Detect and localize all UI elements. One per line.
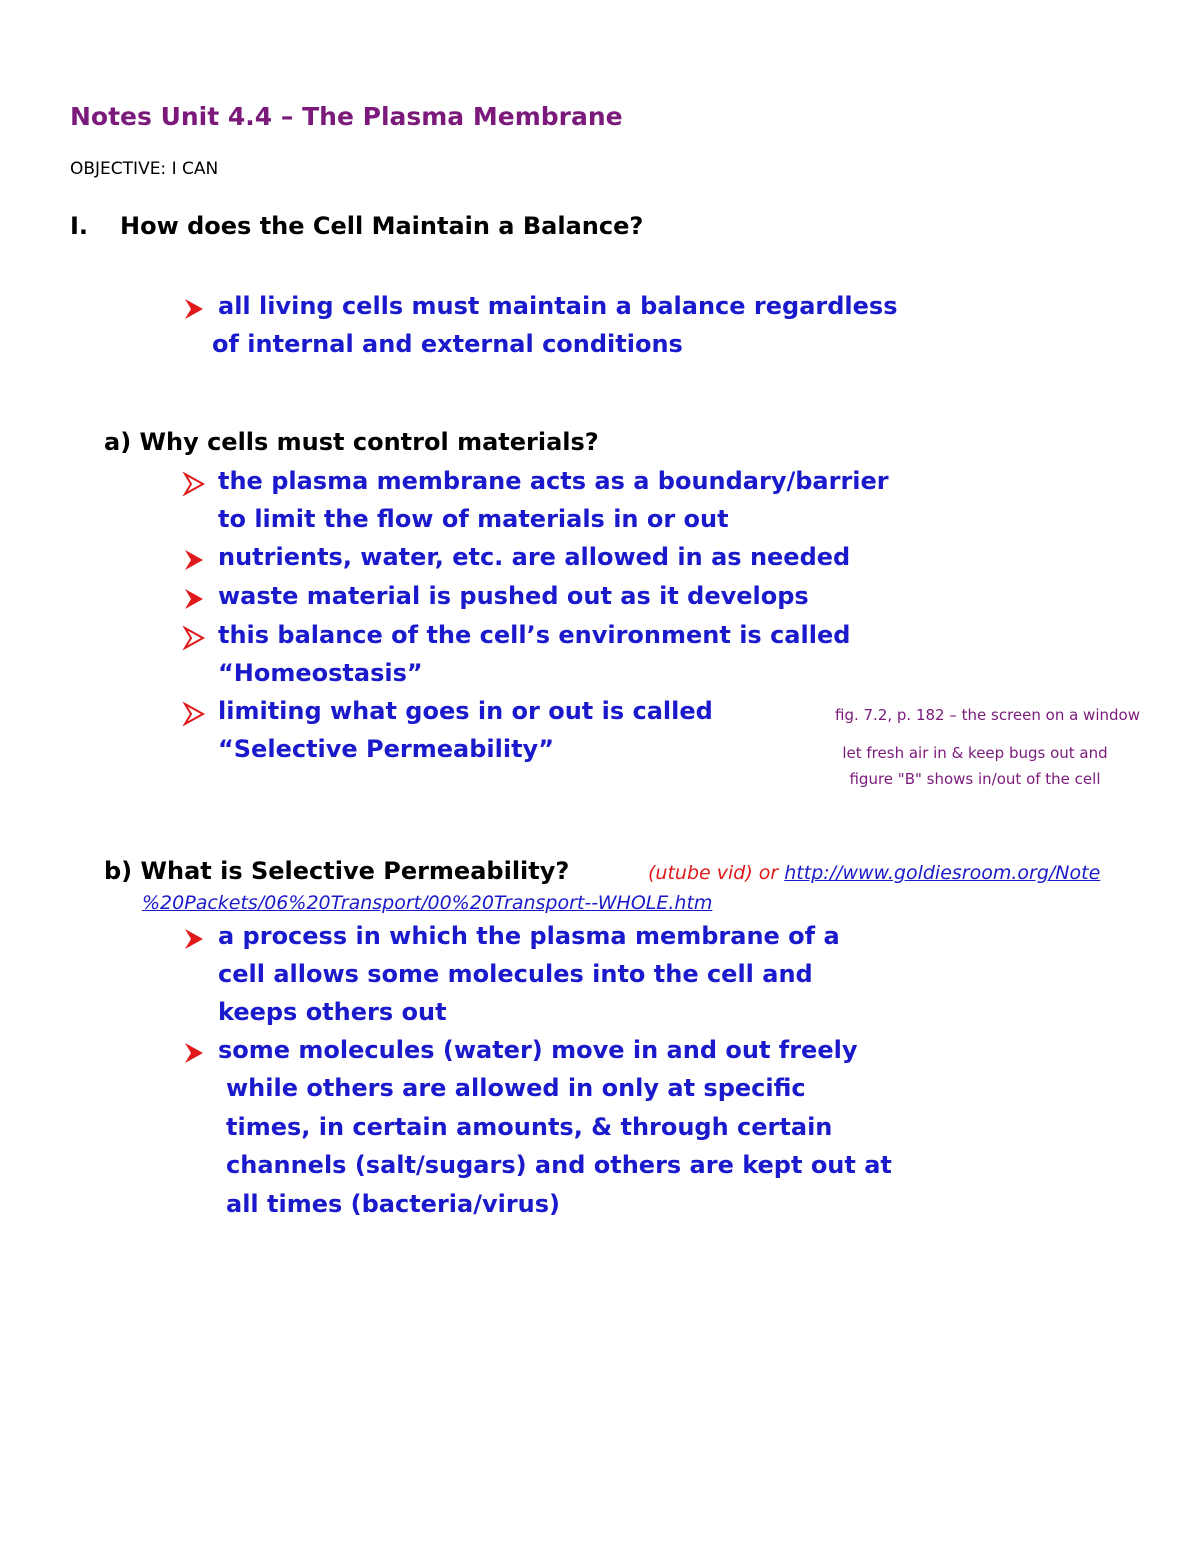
part-a-bullet-4-line-1: this balance of the cell’s environment is called <box>218 621 851 649</box>
section-1-bullet-1-line-1: all living cells must maintain a balance regardless <box>218 292 898 320</box>
arrowhead-bullet-icon <box>182 587 206 611</box>
section-1-bullet-1-line-2: of internal and external conditions <box>212 330 683 358</box>
part-a-bullet-5-line-2: “Selective Permeability” <box>218 735 554 763</box>
part-b-bullet-2-line-2: while others are allowed in only at specific <box>226 1074 806 1102</box>
section-1-heading <box>70 212 643 240</box>
figure-note-line-1: fig. 7.2, p. 182 – the screen on a window <box>835 706 1140 724</box>
arrowhead-bullet-icon <box>182 626 206 650</box>
figure-note-line-3: figure "B" shows in/out of the cell <box>849 770 1101 788</box>
page-title: Notes Unit 4.4 – The Plasma Membrane <box>70 102 623 131</box>
part-a-bullet-1-line-2: to limit the flow of materials in or out <box>218 505 729 533</box>
part-a-bullet-3: waste material is pushed out as it develops <box>218 582 809 610</box>
goldiesroom-link[interactable]: http://www.goldiesroom.org/Note <box>784 862 1101 884</box>
arrowhead-bullet-icon <box>182 548 206 572</box>
objective-label: OBJECTIVE: I CAN <box>70 159 219 179</box>
goldiesroom-link-continued[interactable]: %20Packets/06%20Transport/00%20Transport--WHOLE.htm <box>142 892 713 914</box>
arrowhead-bullet-icon <box>182 927 206 951</box>
part-b-heading: b) What is Selective Permeability? <box>104 857 570 885</box>
part-b-bullet-2-line-5: all times (bacteria/virus) <box>226 1190 561 1218</box>
part-a-bullet-2: nutrients, water, etc. are allowed in as needed <box>218 543 851 571</box>
arrowhead-bullet-icon <box>182 702 206 726</box>
arrowhead-bullet-icon <box>182 297 206 321</box>
section-1-title: How does the Cell Maintain a Balance? <box>120 212 644 240</box>
arrowhead-bullet-icon <box>182 1041 206 1065</box>
part-b-bullet-1-line-1: a process in which the plasma membrane of a <box>218 922 840 950</box>
part-b-bullet-2-line-1: some molecules (water) move in and out freely <box>218 1036 858 1064</box>
part-b-bullet-1-line-2: cell allows some molecules into the cell and <box>218 960 813 988</box>
section-1-number: I. <box>70 212 89 240</box>
part-a-bullet-4-line-2: “Homeostasis” <box>218 659 423 687</box>
figure-note-line-2: let fresh air in & keep bugs out and <box>842 744 1108 762</box>
part-b-bullet-2-line-4: channels (salt/sugars) and others are kept out at <box>226 1151 892 1179</box>
part-a-heading: a) Why cells must control materials? <box>104 428 599 456</box>
video-link-line <box>648 862 1100 884</box>
part-a-bullet-1-line-1: the plasma membrane acts as a boundary/barrier <box>218 467 889 495</box>
part-a-bullet-5-line-1: limiting what goes in or out is called <box>218 697 713 725</box>
arrowhead-bullet-icon <box>182 472 206 496</box>
part-b-bullet-2-line-3: times, in certain amounts, & through certain <box>226 1113 833 1141</box>
video-label[interactable]: (utube vid) or <box>648 862 785 884</box>
part-b-bullet-1-line-3: keeps others out <box>218 998 447 1026</box>
